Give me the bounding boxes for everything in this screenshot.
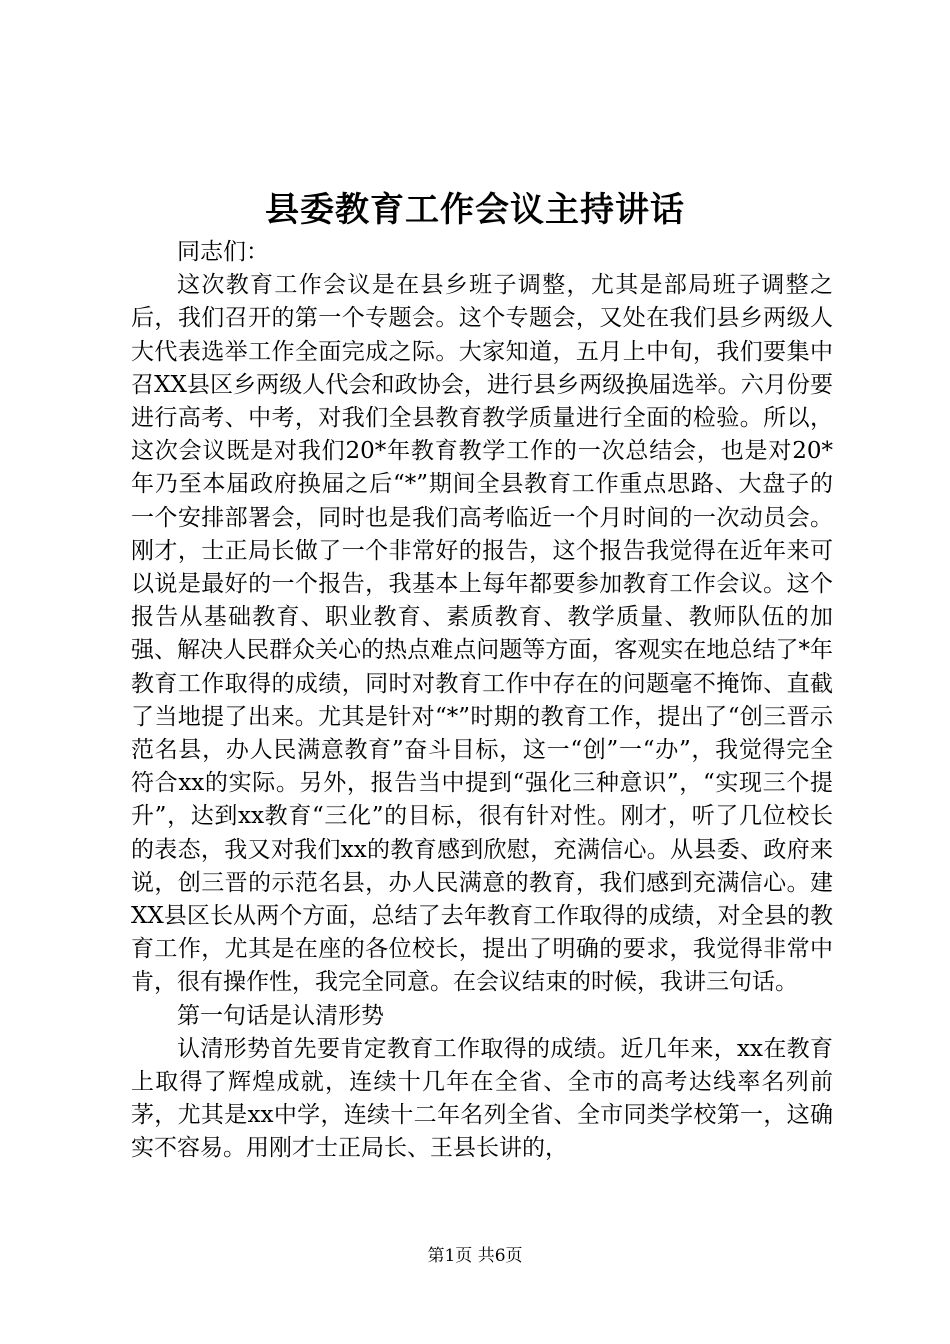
paragraph: 这次教育工作会议是在县乡班子调整，尤其是部局班子调整之后，我们召开的第一个专题会。这个专题会，又处在我们县乡两级人大代表选举工作全面完成之际。大家知道，五月上中旬，我们要集中召XX县区乡两级人代会和政协会，进行县乡两级换届选举。六月份要进行高考、中考，对我们全县教育教学质量进行全面的检验。所以，这次会议既是对我们20*年教育教学工作的一次总结会，也是对20*年乃至本届政府换届之后“*”期间全县教育工作重点思路、大盘子的一个安排部署会，同时也是我们高考临近一个月时间的一次动员会。刚才，士正局长做了一个非常好的报告，这个报告我觉得在近年来可以说是最好的一个报告，我基本上每年都要参加教育工作会议。这个报告从基础教育、职业教育、素质教育、教学质量、教师队伍的加强、解决人民群众关心的热点难点问题等方面，客观实在地总结了*年教育工作取得的成绩，同时对教育工作中存在的问题毫不掩饰、直截了当地提了出来。尤其是针对“*”时期的教育工作，提出了“创三晋示范名县，办人民满意教育”奋斗目标，这一“创”一“办”，我觉得完全符合xx的实际。另外，报告当中提到“强化三种意识”，“实现三个提升”，达到xx教育“三化”的目标，很有针对性。刚才，听了几位校长的表态，我又对我们xx的教育感到欣慰，充满信心。从县委、政府来说，创三晋的示范名县，办人民满意的教育，我们感到充满信心。建XX县区长从两个方面，总结了去年教育工作取得的成绩，对全县的教育工作，尤其是在座的各位校长，提出了明确的要求，我觉得非常中肯，很有操作性，我完全同意。在会议结束的时候，我讲三句话。 [131,272,833,996]
page-footer: 第1页 共6页 [427,1246,523,1266]
document-title: 县委教育工作会议主持讲话 [265,190,685,230]
salutation: 同志们： [177,239,269,265]
section-heading: 第一句话是认清形势 [177,1002,384,1029]
paragraph: 认清形势首先要肯定教育工作取得的成绩。近几年来，xx在教育上取得了辉煌成就，连续十几年在全省、全市的高考达线率名列前茅，尤其是xx中学，连续十二年名列全省、全市同类学校第一，这确实不容易。用刚才士正局长、王县长讲的， [131,1035,833,1162]
document-body [131,236,833,1166]
